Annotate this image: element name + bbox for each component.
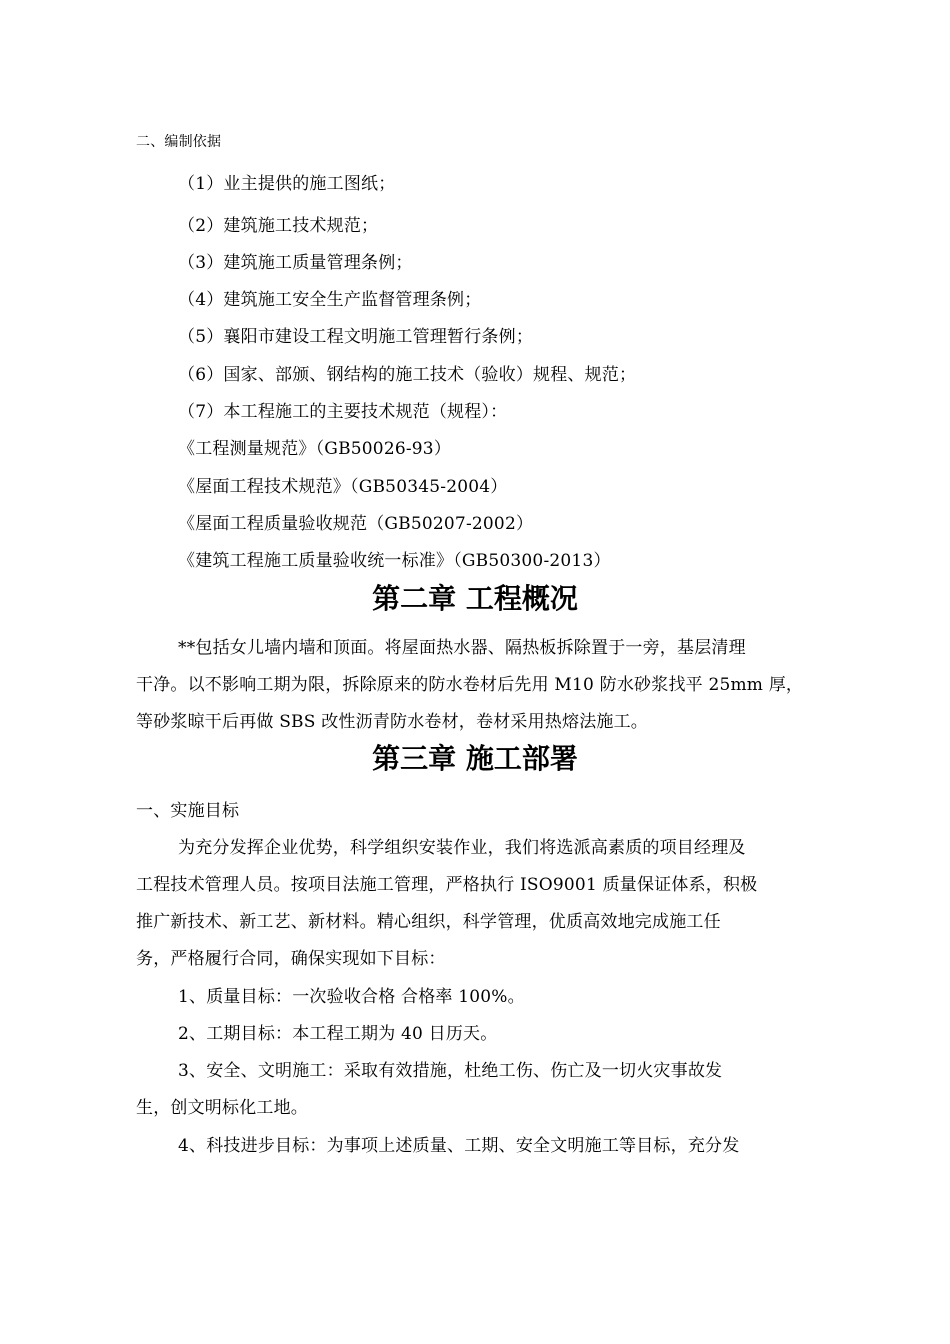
standard-item-1: 《工程测量规范》（GB50026-93） — [178, 439, 452, 459]
intro-paragraph-line-3: 推广新技术、新工艺、新材料。精心组织，科学管理，优质高效地完成施工任 — [136, 912, 721, 932]
chapter-3-heading: 第三章 施工部署 — [372, 742, 578, 775]
goal-schedule: 2、工期目标：本工程工期为 40 日历天。 — [178, 1024, 498, 1044]
chapter-2-heading: 第二章 工程概况 — [372, 582, 578, 615]
standard-item-2: 《屋面工程技术规范》（GB50345-2004） — [178, 477, 508, 497]
basis-item-3: （3）建筑施工质量管理条例； — [178, 253, 413, 273]
implementation-goals-title: 一、实施目标 — [136, 801, 240, 821]
basis-item-7: （7）本工程施工的主要技术规范（规程）： — [178, 402, 508, 422]
goal-safety-line-2: 生，创文明标化工地。 — [136, 1098, 308, 1118]
goal-technology: 4、科技进步目标：为事项上述质量、工期、安全文明施工等目标，充分发 — [178, 1136, 740, 1156]
chapter-2-paragraph-line-1: **包括女儿墙内墙和顶面。将屋面热水器、隔热板拆除置于一旁，基层清理 — [178, 638, 746, 658]
chapter-2-paragraph-line-2: 干净。以不影响工期为限，拆除原来的防水卷材后先用 M10 防水砂浆找平 25mm 厚， — [136, 675, 804, 695]
chapter-2-paragraph-line-3: 等砂浆晾干后再做 SBS 改性沥青防水卷材，卷材采用热熔法施工。 — [136, 712, 648, 732]
basis-item-5: （5）襄阳市建设工程文明施工管理暂行条例； — [178, 327, 534, 347]
standard-item-4: 《建筑工程施工质量验收统一标准》（GB50300-2013） — [178, 551, 611, 571]
basis-item-4: （4）建筑施工安全生产监督管理条例； — [178, 290, 482, 310]
basis-item-2: （2）建筑施工技术规范； — [178, 216, 379, 236]
goal-quality: 1、质量目标：一次验收合格 合格率 100%。 — [178, 987, 525, 1007]
intro-paragraph-line-4: 务，严格履行合同，确保实现如下目标： — [136, 949, 446, 969]
basis-item-1: （1）业主提供的施工图纸； — [178, 174, 396, 194]
basis-section-title: 二、编制依据 — [136, 134, 222, 150]
standard-item-3: 《屋面工程质量验收规范（GB50207-2002） — [178, 514, 534, 534]
intro-paragraph-line-2: 工程技术管理人员。按项目法施工管理，严格执行 ISO9001 质量保证体系，积极 — [136, 875, 758, 895]
basis-item-6: （6）国家、部颁、钢结构的施工技术（验收）规程、规范； — [178, 365, 637, 385]
goal-safety-line-1: 3、安全、文明施工：采取有效措施，杜绝工伤、伤亡及一切火灾事故发 — [178, 1061, 723, 1081]
intro-paragraph-line-1: 为充分发挥企业优势，科学组织安装作业，我们将选派高素质的项目经理及 — [178, 838, 746, 858]
